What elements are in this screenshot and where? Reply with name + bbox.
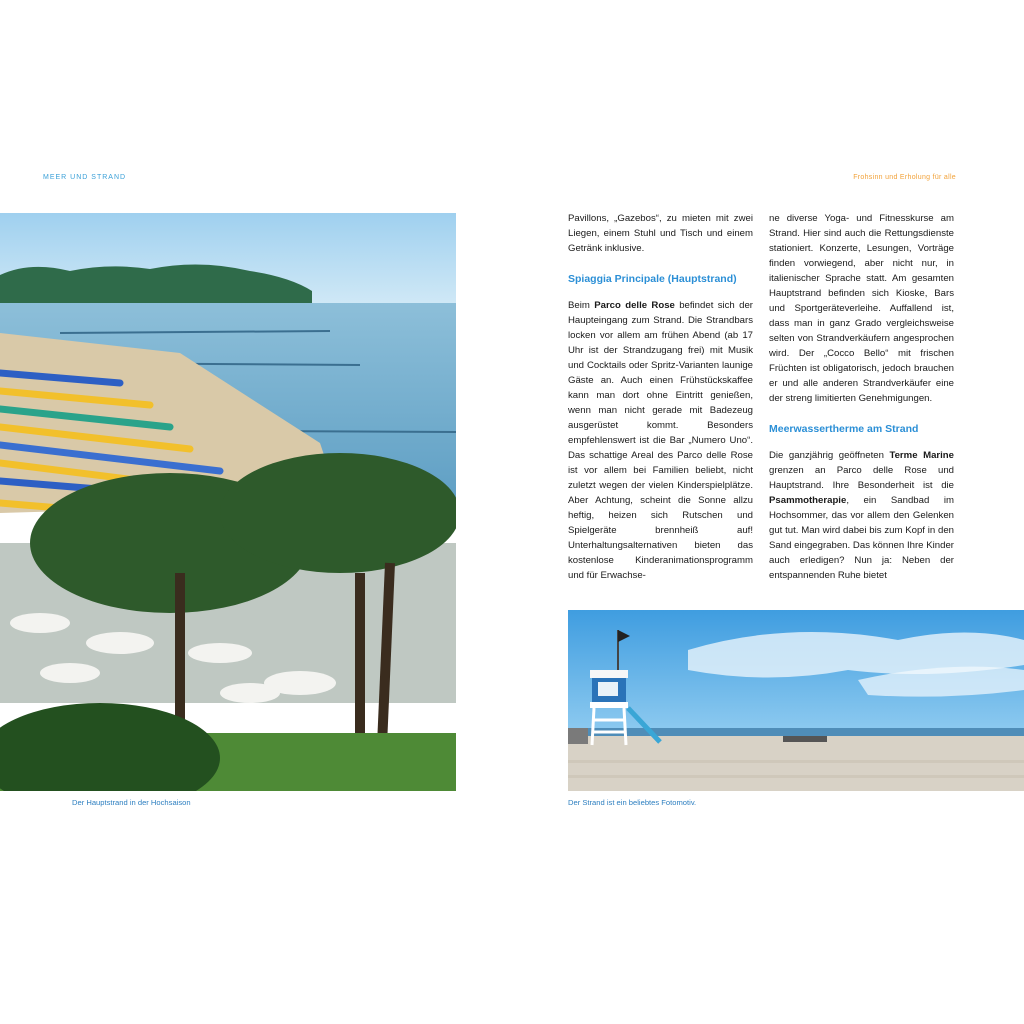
beach-photo-left <box>0 213 456 791</box>
section-heading-therme: Meerwassertherme am Strand <box>769 423 919 435</box>
paragraph: ne diverse Yoga- und Fitnesskurse am Strand. Hier sind auch die Rettungsdienste stationiert. Konzerte, Lesungen, Vorträge finden vorwiegend, aber nicht nur, in italienischer Sprache statt. Am gesamten Hauptstrand befinden sich Kioske, Bars und Sportgeräteverleihe. Auffallend ist, dass man in ganz Grado vergleichsweise selten von Strandverkäufern angesprochen wird. Der „Cocco Bello“ mit frischen Früchten ist obligatorisch, jedoch brauchen er und alle anderen Strandverkäufer eine der streng limitierten Genehmigungen. <box>769 213 954 404</box>
photo-caption-left: Der Hauptstrand in der Hochsaison <box>72 798 191 807</box>
section-heading-hauptstrand: Spiaggia Principale (Hauptstrand) <box>568 273 737 285</box>
paragraph: Die ganzjährig geöffneten Terme Marine grenzen an Parco delle Rose und Hauptstrand. Ihre Besonderheit ist die Psammotherapie, ein Sandbad im Hochsommer, das vor allem den Gelenken gut tut. Man wird dabei bis zum Kopf in den Sand eingegraben. Das können Ihre Kinder auch erledigen? Nun ja: Neben der entspannenden Ruhe bietet <box>769 450 954 581</box>
beach-photo-right <box>568 610 1024 791</box>
bold-term: Terme Marine <box>889 450 954 461</box>
bold-term: Psammotherapie <box>769 495 847 506</box>
paragraph: Pavillons, „Gazebos“, zu mieten mit zwei Liegen, einem Stuhl und Tisch und einem Getränk inklusive. <box>568 213 753 254</box>
text-column-2 <box>769 211 954 583</box>
bold-term: Parco delle Rose <box>594 300 675 311</box>
running-head-left: MEER UND STRAND <box>43 174 127 181</box>
paragraph: Beim Parco delle Rose befindet sich der Haupteingang zum Strand. Die Strandbars locken vor allem am frühen Abend (ab 17 Uhr ist der Strandzugang frei) mit Musik und Cocktails oder Spritz-Varianten launige Gäste an. Auch einen Frühstückskaffee kann man dort ohne Eintritt genießen, wenn man nicht gerade mit Badezeug ausgerüstet kommt. Besonders empfehlenswert ist die Bar „Numero Uno“. Das schattige Areal des Parco delle Rose ist vor allem bei Familien beliebt, nicht zuletzt wegen der vielen Kinderspielplätze. Aber Achtung, scheint die Sonne allzu heftig, heizen sich Rutschen und Spielgeräte brennheiß auf! Unterhaltungsalternativen bieten das kostenlose Kinderanimationsprogramm und für Erwachse- <box>568 300 753 581</box>
text-column-1 <box>568 211 753 583</box>
photo-caption-right: Der Strand ist ein beliebtes Fotomotiv. <box>568 798 697 807</box>
running-head-right: Frohsinn und Erholung für alle <box>853 174 956 181</box>
